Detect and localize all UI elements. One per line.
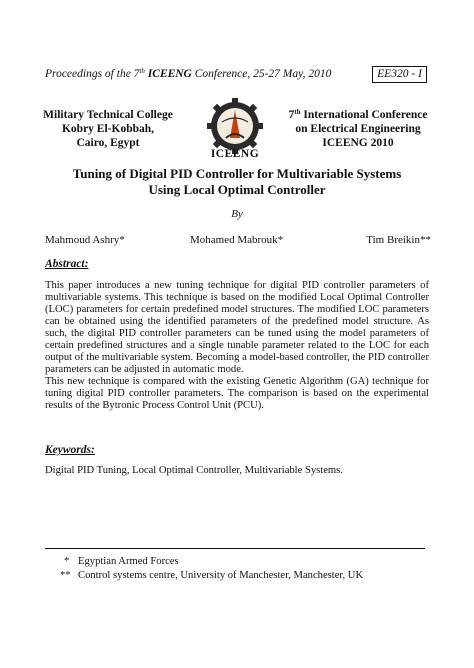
footnote-1-mark: * — [64, 556, 70, 567]
proceedings-suffix: Conference, 25-27 May, 2010 — [191, 68, 332, 80]
affiliation-right — [278, 108, 438, 150]
keywords-heading: Keywords: — [45, 444, 95, 456]
footnote-1-text: Egyptian Armed Forces — [78, 556, 179, 567]
affiliation-right-sup: th — [294, 108, 301, 116]
affiliation-left-line2: Kobry El-Kobbah, — [61, 123, 155, 135]
affiliation-right-line3: ICEENG 2010 — [322, 137, 394, 149]
author-1: Mahmoud Ashry* — [45, 234, 125, 246]
by-label: By — [231, 208, 243, 220]
affiliation-right-line1-prefix: 7 — [288, 109, 295, 121]
paper-title-line1: Tuning of Digital PID Controller for Multivariable Systems — [72, 166, 402, 181]
proceedings-sup: th — [139, 67, 145, 75]
affiliation-left-line1: Military Technical College — [43, 109, 173, 121]
abstract-paragraph-2: This new technique is compared with the existing Genetic Algorithm (GA) technique for tuning digital PID controller parameters. The comparison is based on the experimental results of the Bytronic Process Control Unit (PCU). — [45, 376, 429, 411]
affiliation-right-line1-suffix: International Conference — [300, 109, 428, 121]
logo-text: ICEENG — [210, 148, 260, 160]
paper-title-line2: Using Local Optimal Controller — [148, 182, 326, 197]
affiliation-right-line2: on Electrical Engineering — [295, 123, 421, 135]
footnote-2-text: Control systems centre, University of Manchester, Manchester, UK — [78, 570, 364, 581]
author-2: Mohamed Mabrouk* — [190, 234, 284, 246]
abstract-body — [45, 280, 429, 412]
paper-code-box: EE320 - I — [372, 66, 427, 83]
proceedings-line — [45, 68, 331, 80]
affiliation-left-line3: Cairo, Egypt — [76, 137, 140, 149]
affiliation-right-line1 — [278, 108, 438, 122]
abstract-paragraph-1: This paper introduces a new tuning technique for digital PID controller parameters of multivariable systems. This technique is based on the modified Local Optimal Controller (LOC) parameters for certain predefined model structures. The modified LOC parameters can be obtained using the identified parameters of the predefined model structure. As such, the digital PID controller parameters can be tuned using the model parameters of certain predefined structures and a single tunable parameter related to the LOC for each output of the multivariable system. Becoming a model-based controller, the PID controller parameters can be adjusted in automatic mode. — [45, 280, 429, 375]
footnote-rule — [45, 548, 425, 549]
proceedings-event: ICEENG — [144, 68, 192, 80]
footnote-2-mark: ** — [60, 570, 71, 581]
footnote-2 — [60, 570, 440, 584]
keywords-text: Digital PID Tuning, Local Optimal Controller, Multivariable Systems. — [45, 465, 343, 476]
paper-title — [30, 166, 444, 198]
abstract-heading: Abstract: — [45, 258, 89, 270]
proceedings-prefix: Proceedings of the 7 — [45, 68, 140, 80]
author-3: Tim Breikin** — [366, 234, 431, 246]
footnote-1 — [60, 556, 440, 570]
affiliation-left — [28, 108, 188, 150]
